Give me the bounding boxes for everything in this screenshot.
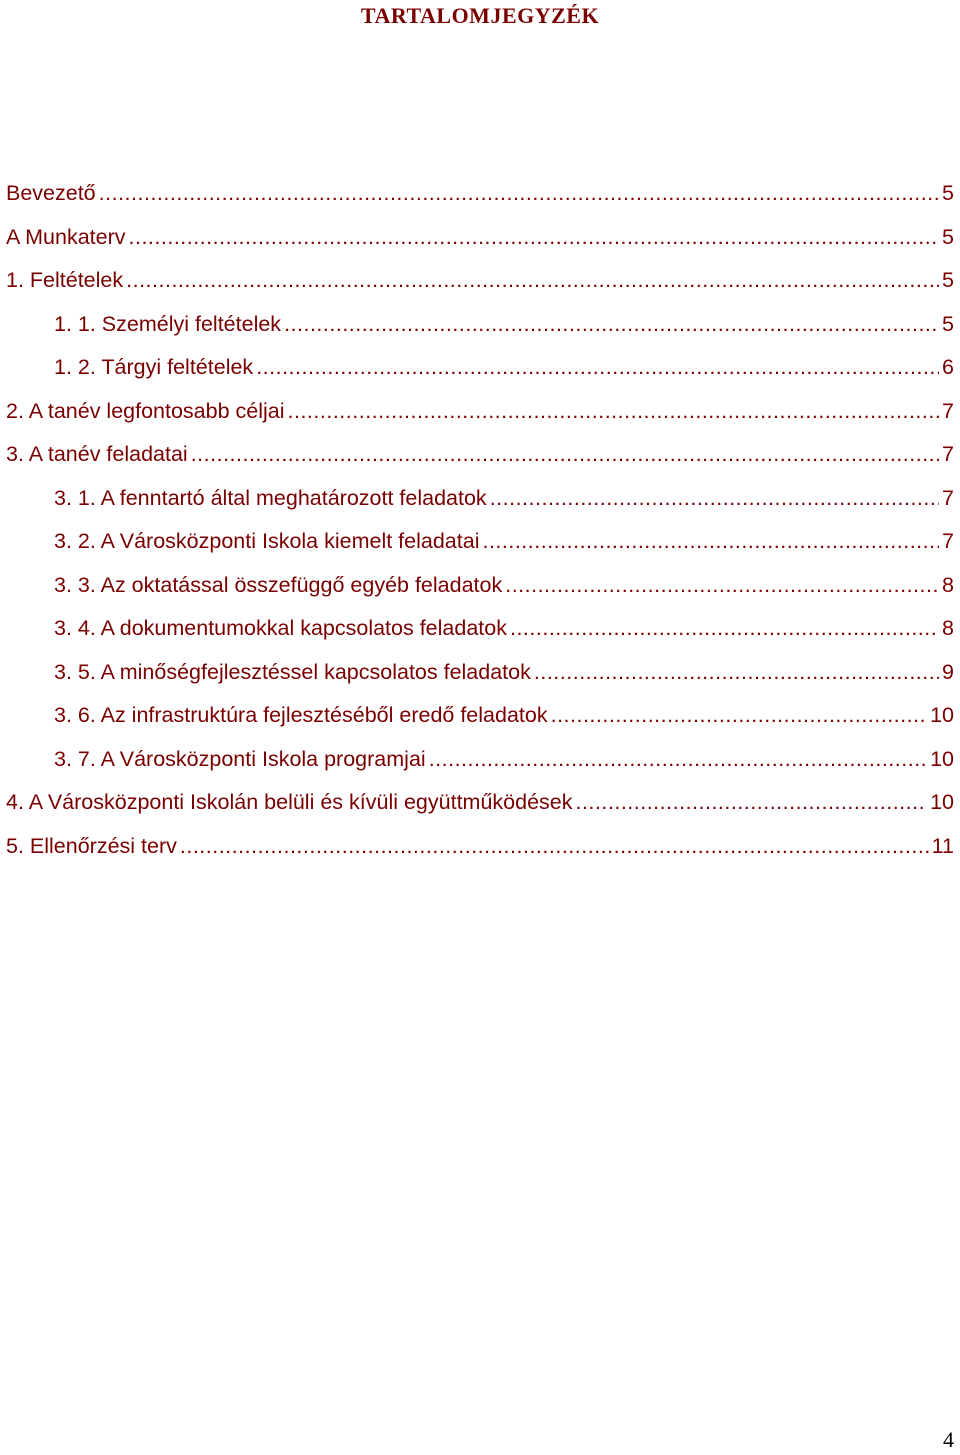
page-number: 4 [943, 1427, 954, 1452]
toc-entry-page: 8 [942, 616, 954, 640]
toc-entry-text: 1. 2. Tárgyi feltételek [54, 355, 254, 379]
table-of-contents [6, 172, 954, 868]
toc-entry-page: 5 [942, 268, 954, 292]
dot-leader [551, 694, 927, 738]
toc-entry-page: 7 [942, 442, 954, 466]
toc-entry-text: 3. 4. A dokumentumokkal kapcsolatos feladatok [54, 616, 507, 640]
toc-entry-text: Bevezető [6, 181, 96, 205]
toc-entry-iskola-programjai[interactable] [6, 738, 954, 782]
toc-entry-text: 3. 5. A minőségfejlesztéssel kapcsolatos feladatok [54, 659, 531, 684]
toc-entry-text: 4. A Városközponti Iskolán belüli és kívüli együttműködések [6, 790, 573, 814]
toc-entry-page: 10 [930, 790, 954, 814]
dot-leader [288, 390, 940, 434]
toc-entry-ellenorzesi-terv[interactable] [6, 825, 954, 869]
dot-leader [505, 564, 939, 608]
dot-leader [180, 825, 929, 869]
dot-leader [534, 651, 939, 695]
toc-entry-infrastruktura-feladatok[interactable] [6, 694, 954, 738]
toc-entry-text: 3. 7. A Városközponti Iskola programjai [54, 746, 426, 771]
toc-entry-page: 7 [942, 398, 954, 423]
toc-entry-munkaterv[interactable] [6, 216, 954, 260]
toc-entry-page: 11 [931, 833, 954, 858]
dot-leader [256, 346, 939, 390]
toc-entry-page: 10 [930, 746, 954, 771]
toc-entry-page: 10 [930, 703, 954, 727]
toc-entry-page: 7 [942, 529, 954, 553]
toc-entry-text: 3. 1. A fenntartó által meghatározott feladatok [54, 485, 487, 510]
dot-leader [490, 477, 939, 521]
toc-entry-page: 5 [942, 224, 954, 249]
toc-entry-page: 5 [942, 311, 954, 336]
dot-leader [429, 738, 927, 782]
toc-entry-page: 7 [942, 485, 954, 510]
toc-entry-bevezeto[interactable] [6, 172, 954, 216]
toc-entry-feltetelek[interactable] [6, 259, 954, 303]
toc-entry-fenntarto-feladatok[interactable] [6, 477, 954, 521]
toc-title: TARTALOMJEGYZÉK [360, 3, 600, 28]
toc-entry-text: 3. 6. Az infrastruktúra fejlesztéséből eredő feladatok [54, 703, 548, 727]
toc-entry-page: 6 [942, 355, 954, 379]
toc-entry-tanev-celjai[interactable] [6, 390, 954, 434]
toc-entry-kiemelt-feladatok[interactable] [6, 520, 954, 564]
dot-leader [284, 303, 939, 347]
toc-entry-text: 3. 3. Az oktatással összefüggő egyéb feladatok [54, 572, 503, 597]
toc-entry-text: 3. 2. A Városközponti Iskola kiemelt feladatai [54, 529, 480, 553]
toc-entry-page: 5 [942, 181, 954, 205]
dot-leader [129, 216, 940, 260]
dot-leader [576, 781, 928, 825]
toc-entry-text: 2. A tanév legfontosabb céljai [6, 398, 285, 423]
dot-leader [99, 172, 939, 216]
toc-entry-text: 5. Ellenőrzési terv [6, 833, 177, 858]
dot-leader [126, 259, 939, 303]
toc-entry-text: 1. Feltételek [6, 268, 124, 292]
dot-leader [191, 433, 939, 477]
toc-entry-minosegfejlesztes-feladatok[interactable] [6, 651, 954, 695]
dot-leader [482, 520, 939, 564]
toc-entry-text: 1. 1. Személyi feltételek [54, 311, 282, 336]
toc-entry-egyuttmukodesek[interactable] [6, 781, 954, 825]
toc-entry-text: 3. A tanév feladatai [6, 442, 188, 466]
toc-entry-oktatas-feladatok[interactable] [6, 564, 954, 608]
toc-entry-page: 9 [942, 659, 954, 684]
toc-entry-page: 8 [942, 572, 954, 597]
toc-entry-szemelyi-feltetelek[interactable] [6, 303, 954, 347]
toc-entry-text: A Munkaterv [6, 224, 126, 249]
toc-entry-targyi-feltetelek[interactable] [6, 346, 954, 390]
toc-entry-tanev-feladatai[interactable] [6, 433, 954, 477]
toc-entry-dokumentum-feladatok[interactable] [6, 607, 954, 651]
dot-leader [510, 607, 939, 651]
